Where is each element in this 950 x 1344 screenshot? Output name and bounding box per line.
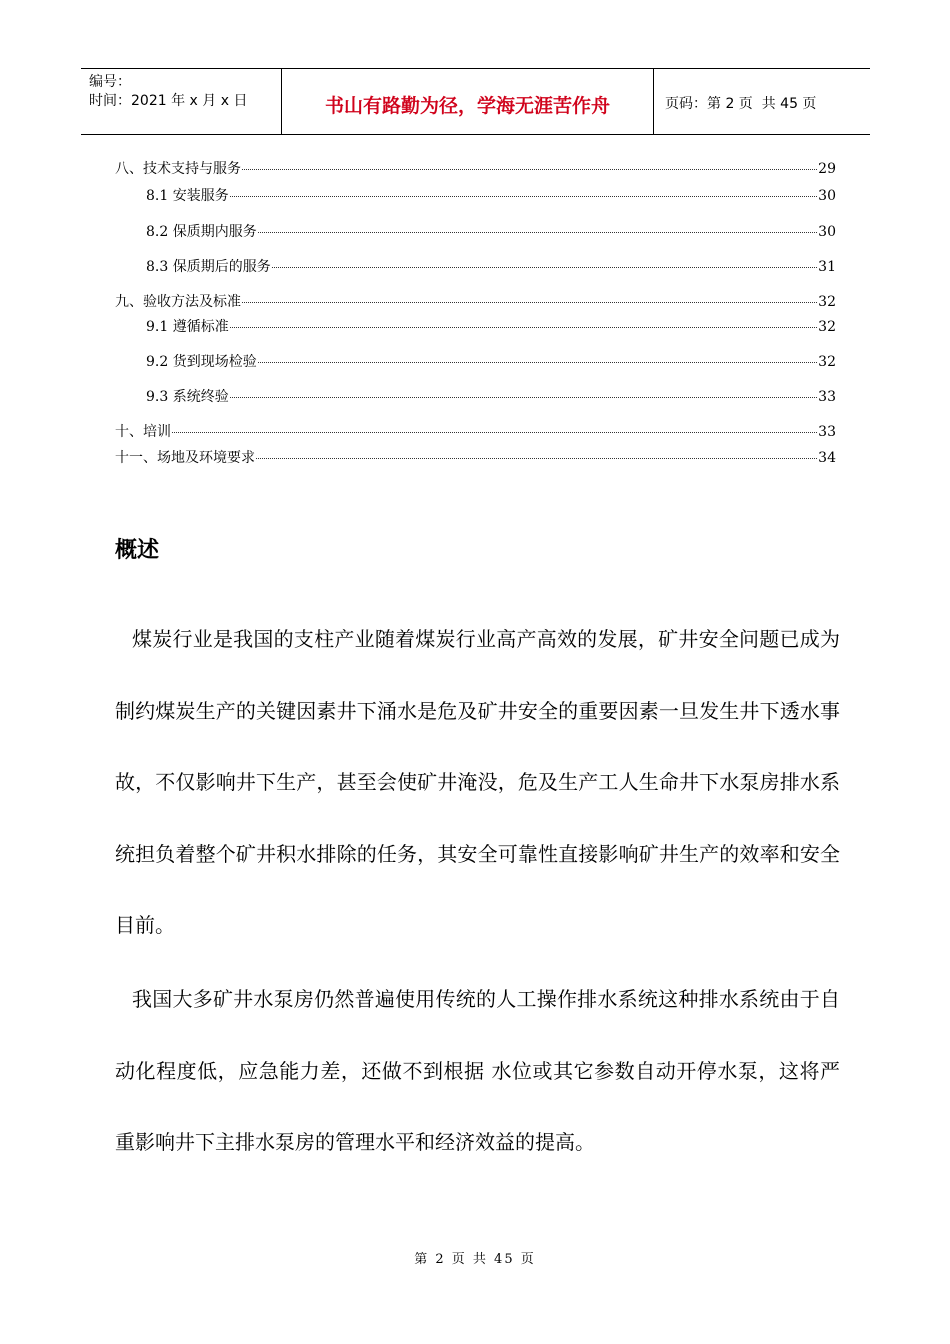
toc-entry-page: 32: [818, 354, 836, 370]
toc-entry-label: 十一、场地及环境要求: [115, 450, 255, 466]
toc-entry[interactable]: [115, 258, 836, 276]
body-paragraph: 煤炭行业是我国的支柱产业随着煤炭行业高产高效的发展，矿井安全问题已成为制约煤炭生产的关键因素井下涌水是危及矿井安全的重要因素一旦发生井下透水事故，不仅影响井下生产，甚至会使矿井淹没，危及生产工人生命井下水泵房排水系统担负着整个矿井积水排除的任务，其安全可靠性直接影响矿井生产的效率和安全目前。: [115, 627, 840, 937]
header-meta: [81, 69, 282, 134]
toc-entry-page: 29: [818, 161, 836, 177]
toc-entry-label: 8.2 保质期内服务: [146, 224, 257, 240]
document-date: 时间：2021 年 x 月 x 日: [89, 93, 248, 109]
toc-leader-dots: [242, 302, 817, 303]
toc-leader-dots: [272, 267, 817, 268]
page-header: [81, 68, 870, 135]
toc-entry-label: 十、培训: [115, 424, 171, 440]
toc-leader-dots: [256, 458, 817, 459]
toc-entry[interactable]: [115, 293, 836, 311]
toc-entry[interactable]: [115, 423, 836, 441]
header-page-info-text: 页码：第 2 页 共 45 页: [665, 96, 817, 112]
toc-entry-page: 31: [818, 259, 836, 275]
toc-entry-page: 34: [818, 450, 836, 466]
toc-entry-page: 33: [818, 424, 836, 440]
header-motto: 书山有路勤为径，学海无涯苦作舟: [282, 69, 654, 134]
toc-entry-label: 9.1 遵循标准: [146, 319, 229, 335]
document-number-label: 编号：: [89, 74, 131, 90]
body-paragraph: 我国大多矿井水泵房仍然普遍使用传统的人工操作排水系统这种排水系统由于自动化程度低，应急能力差，还做不到根据 水位或其它参数自动开停水泵，这将严重影响井下主排水泵房的管理水平和经济效益的提高。: [115, 987, 840, 1154]
toc-entry-page: 33: [818, 389, 836, 405]
toc-leader-dots: [258, 232, 817, 233]
toc-entry[interactable]: [115, 187, 836, 205]
toc-entry[interactable]: [115, 388, 836, 406]
toc-entry-label: 8.3 保质期后的服务: [146, 259, 271, 275]
toc-entry[interactable]: [115, 353, 836, 371]
toc-leader-dots: [230, 327, 817, 328]
toc-entry-page: 30: [818, 224, 836, 240]
toc-leader-dots: [230, 196, 817, 197]
toc-entry-page: 30: [818, 188, 836, 204]
toc-entry-label: 九、验收方法及标准: [115, 294, 241, 310]
toc-leader-dots: [242, 169, 817, 170]
toc-entry-label: 8.1 安装服务: [146, 188, 229, 204]
toc-entry-label: 9.2 货到现场检验: [146, 354, 257, 370]
section-title: 概述: [115, 538, 160, 563]
toc-entry[interactable]: [115, 449, 836, 467]
toc-entry-label: 八、技术支持与服务: [115, 161, 241, 177]
toc-leader-dots: [230, 397, 817, 398]
toc-leader-dots: [258, 362, 817, 363]
header-page-info: [654, 69, 870, 134]
toc-entry[interactable]: [115, 160, 836, 178]
toc-entry-label: 9.3 系统终验: [146, 389, 229, 405]
page-footer: 第 2 页 共 45 页: [414, 1252, 536, 1267]
toc-entry[interactable]: [115, 223, 836, 241]
toc-entry-page: 32: [818, 294, 836, 310]
toc-entry-page: 32: [818, 319, 836, 335]
toc-leader-dots: [172, 432, 817, 433]
toc-entry[interactable]: [115, 318, 836, 336]
